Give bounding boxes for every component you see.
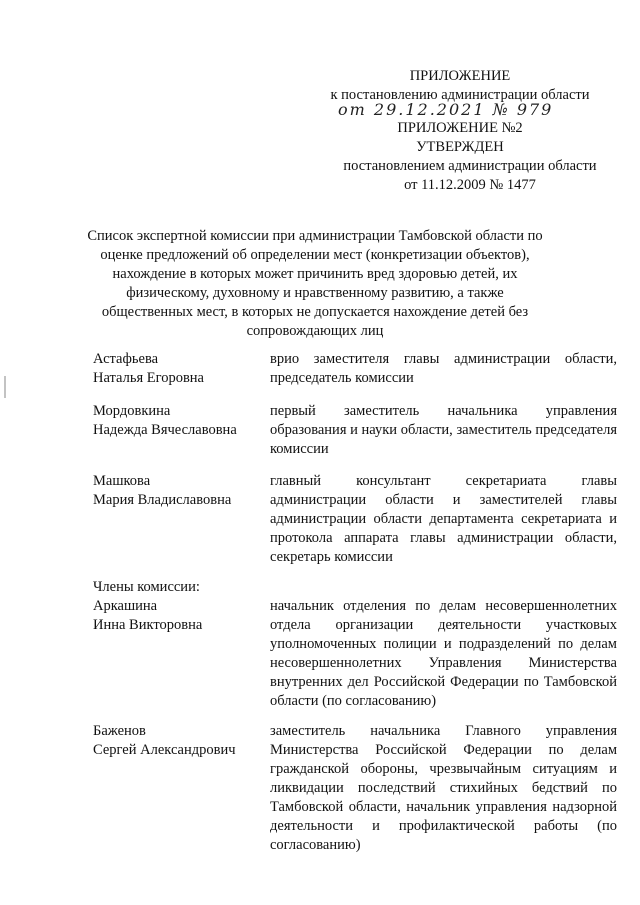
member-position: первый заместитель начальника управления образования и науки области, заместитель председателя комиссии — [270, 403, 617, 457]
appendix-subheading: к постановлению администрации области — [330, 87, 590, 103]
member-position: главный консультант секретариата главы администрации области и заместителей главы администрации области департамента секретариата и протокола аппарата главы администрации области, секретарь комиссии — [270, 473, 617, 565]
margin-mark — [4, 376, 6, 398]
member-position: врио заместителя главы администрации области, председатель комиссии — [270, 351, 617, 386]
member-given-names: Надежда Вячеславовна — [93, 422, 237, 438]
member-surname: Аркашина — [93, 598, 158, 614]
member-position: начальник отделения по делам несовершеннолетних отдела организации деятельности участковых уполномоченных полиции и подразделений по делам несовершеннолетних Управления Министерства внутренних дел Российской Федерации по Тамбовской области (по согласованию) — [270, 598, 617, 709]
approved-by: постановлением администрации области — [343, 158, 597, 174]
approved-date: от 11.12.2009 № 1477 — [404, 177, 536, 193]
member-given-names: Сергей Александрович — [93, 742, 236, 758]
member-given-names: Наталья Егоровна — [93, 370, 204, 386]
document-title: Список экспертной комиссии при администрации Тамбовской области по оценке предложений об определении мест (конкретизации объектов), нахождение в которых может причинить вред здоровью детей, их физическому, духовному и нравственному развитию, а также общественных мест, в которых не допускается нахождение детей без сопровождающих лиц — [87, 228, 543, 339]
member-given-names: Инна Викторовна — [93, 617, 203, 633]
member-surname: Баженов — [93, 723, 146, 739]
member-position: заместитель начальника Главного управления Министерства Российской Федерации по делам гражданской обороны, чрезвычайным ситуациям и ликвидации последствий стихийных бедствий по Тамбовской области, начальник управления надзорной деятельности и профилактической работы (по согласованию) — [270, 723, 617, 853]
appendix-heading: ПРИЛОЖЕНИЕ — [409, 68, 511, 84]
appendix2-heading: ПРИЛОЖЕНИЕ №2 — [397, 120, 523, 136]
member-surname: Астафьева — [93, 351, 159, 367]
members-heading: Члены комиссии: — [93, 579, 200, 595]
member-surname: Машкова — [93, 473, 151, 489]
handwritten-date: от 29.12.2021 № 979 — [338, 100, 554, 119]
member-surname: Мордовкина — [93, 403, 171, 419]
approved-label: УТВЕРЖДЕН — [416, 139, 504, 155]
member-given-names: Мария Владиславовна — [93, 492, 232, 508]
